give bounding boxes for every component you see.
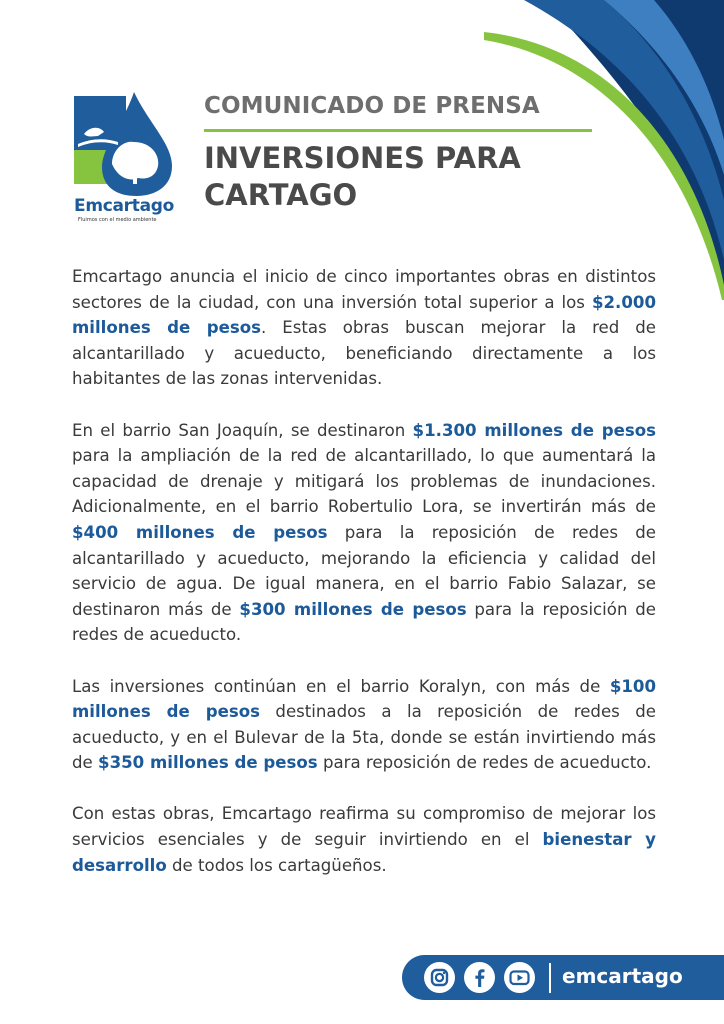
emcartago-logo	[72, 92, 182, 227]
social-handle[interactable]: emcartago	[562, 964, 683, 988]
paragraph-text: . Estas obras buscan mejorar la red de alcantarillado y acueducto, beneficiando directamente a los habitantes de las zonas intervenidas.	[72, 318, 656, 389]
paragraph-text: Emcartago anuncia el inicio de cinco importantes obras en distintos sectores de la ciudad, con una inversión total superior a los	[72, 267, 656, 312]
logo-tagline: Fluimos con el medio ambiente	[78, 217, 157, 223]
title-line-2: CARTAGO	[204, 178, 358, 212]
paragraph-4	[72, 801, 656, 878]
paragraph-3	[72, 674, 656, 776]
paragraph-2	[72, 418, 656, 648]
paragraph-text: para la reposición de redes de alcantarillado y acueducto, mejorando la eficiencia y calidad del servicio de agua. De igual manera, en el barrio Fabio Salazar, se destinaron más de	[72, 522, 656, 619]
paragraph-text: para reposición de redes de acueducto.	[317, 753, 652, 773]
water-drop-logo-icon	[72, 92, 182, 197]
paragraph-1	[72, 264, 656, 392]
logo-wordmark: Emcartago	[74, 196, 175, 216]
paragraph-text: Con estas obras, Emcartago reafirma su compromiso de mejorar los servicios esenciales y de seguir invirtiendo en el	[72, 804, 656, 850]
facebook-icon[interactable]	[464, 962, 495, 993]
paragraph-text: destinados a la reposición de redes de acueducto, y en el Bulevar de la 5ta, donde se están invirtiendo más de	[72, 702, 656, 773]
instagram-icon[interactable]	[424, 962, 455, 993]
paragraph-text: para la ampliación de la red de alcantarillado, lo que aumentará la capacidad de drenaje y mitigará los problemas de inundaciones. Adicionalmente, en el barrio Robertulio Lora, se invertirán más de	[72, 446, 656, 517]
paragraph-text: para la reposición de redes de acueducto.	[72, 599, 656, 645]
highlight-amount: $400 millones de pesos	[72, 522, 328, 542]
highlight-amount: $2.000 millones de pesos	[72, 292, 656, 338]
highlight-amount: $300 millones de pesos	[239, 599, 467, 619]
paragraph-text: de todos los cartagüeños.	[166, 855, 387, 875]
kicker-divider	[204, 129, 592, 132]
highlight-amount: $1.300 millones de pesos	[412, 420, 656, 440]
paragraph-text: Las inversiones continúan en el barrio Koralyn, con más de	[72, 676, 610, 696]
highlight-phrase: bienestar y desarrollo	[72, 830, 657, 875]
paragraph-text: En el barrio San Joaquín, se destinaron	[72, 420, 413, 440]
press-release-body	[72, 264, 656, 904]
social-divider	[549, 963, 551, 993]
highlight-amount: $350 millones de pesos	[98, 753, 318, 773]
press-release-kicker: COMUNICADO DE PRENSA	[204, 93, 540, 119]
page-title	[204, 140, 624, 214]
highlight-amount: $100 millones de pesos	[72, 676, 656, 722]
youtube-icon[interactable]	[504, 962, 535, 993]
social-media-bar	[402, 955, 724, 1000]
title-line-1: INVERSIONES PARA	[204, 141, 521, 175]
